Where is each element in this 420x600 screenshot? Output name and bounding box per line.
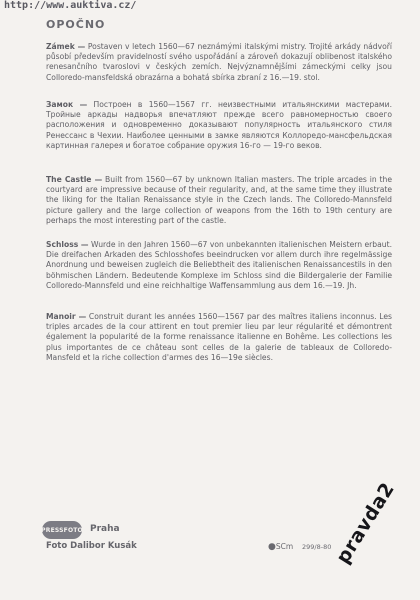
watermark-url: http://www.auktiva.cz/ — [4, 0, 137, 11]
paragraph-russian — [46, 100, 392, 151]
paragraph-german-text: Wurde in den Jahren 1560—67 von unbekannten italienischen Meistern erbaut. Die dreifachen Arkaden des Schlosshofes beeindrucken vor allem durch ihre regelmässige Anordnung und beweisen zugleich die Beliebtheit des italienischen Renaissancestils in den böhmischen Ländern. Bedeutende Komplexe im Schloss sind die Bildergalerie der Familie Colloredo-Mannsfeld und eine reichhaltige Waffensammlung aus dem 16.—19. Jh. — [46, 240, 392, 290]
paragraph-english-text: Built from 1560—67 by unknown Italian masters. The triple arcades in the courtyard are impressive because of their regularity, and, at the same time they illustrate the liking for the Italian Renaissance style in the Czech lands. The Colloredo-Mannsfeld picture gallery and the large collection of weapons from the 16th to 19th century are perhaps the most interesting part of the castle. — [46, 175, 393, 225]
paragraph-russian-text: Построен в 1560—1567 гг. неизвестными итальянскими мастерами. Тройные аркады надворья впечатляют прежде всего равномерностью своего расположения и одновременно доказывают популярность итальянского стиля Ренессанс в Чехии. Наиболее ценными в замке являются Коллоредо-мансфельдская картинная галерея и богатое собрание оружия 16-го — 19-го веков. — [46, 100, 392, 150]
paragraph-russian-label: Замок — — [46, 100, 88, 109]
paragraph-english — [46, 175, 392, 226]
pressfoto-logo: PRESSFOTO — [42, 521, 82, 539]
paragraph-french-label: Manoir — — [46, 312, 87, 321]
paragraph-czech-text: Postaven v letech 1560—67 neznámými italskými mistry. Trojité arkády nádvoří působí především pravidelností svého uspořádání a zároveň dokazují oblibenost italského renesančního tvaroslovi v českých zemích. Nejvýznamnějšími zámeckými celky jsou Colloredo-mansfeldská obrazárna a bohatá sbírka zbraní z 16.—19. stol. — [46, 42, 393, 82]
paragraph-french — [46, 312, 392, 363]
publisher-city: Praha — [90, 524, 120, 534]
paragraph-czech — [46, 42, 392, 83]
paragraph-german — [46, 240, 392, 291]
photographer-credit: Foto Dalibor Kusák — [46, 541, 137, 551]
page-title: OPOČNO — [46, 18, 106, 31]
seller-stamp: pravda2 — [332, 478, 400, 568]
paragraph-french-text: Construit durant les années 1560—1567 par des maîtres italiens inconnus. Les triples arcades de la cour attirent en tout premier lieu par leur régularité et démontrent également la popularité de la forme renaissance italienne en Bohême. Les collections les plus importantes de ce château sont celles de la galerie de tableaux de Colloredo-Mansfeld et la riche collection d'armes des 16—19e siècles. — [46, 312, 393, 362]
paragraph-german-label: Schloss — — [46, 240, 89, 249]
catalog-number: 299/8-80 — [302, 543, 332, 551]
paragraph-english-label: The Castle — — [46, 175, 103, 184]
bullet-icon: ● — [268, 542, 276, 552]
paragraph-czech-label: Zámek — — [46, 42, 86, 51]
print-code — [268, 542, 293, 552]
print-code-text: SCm — [275, 542, 294, 551]
